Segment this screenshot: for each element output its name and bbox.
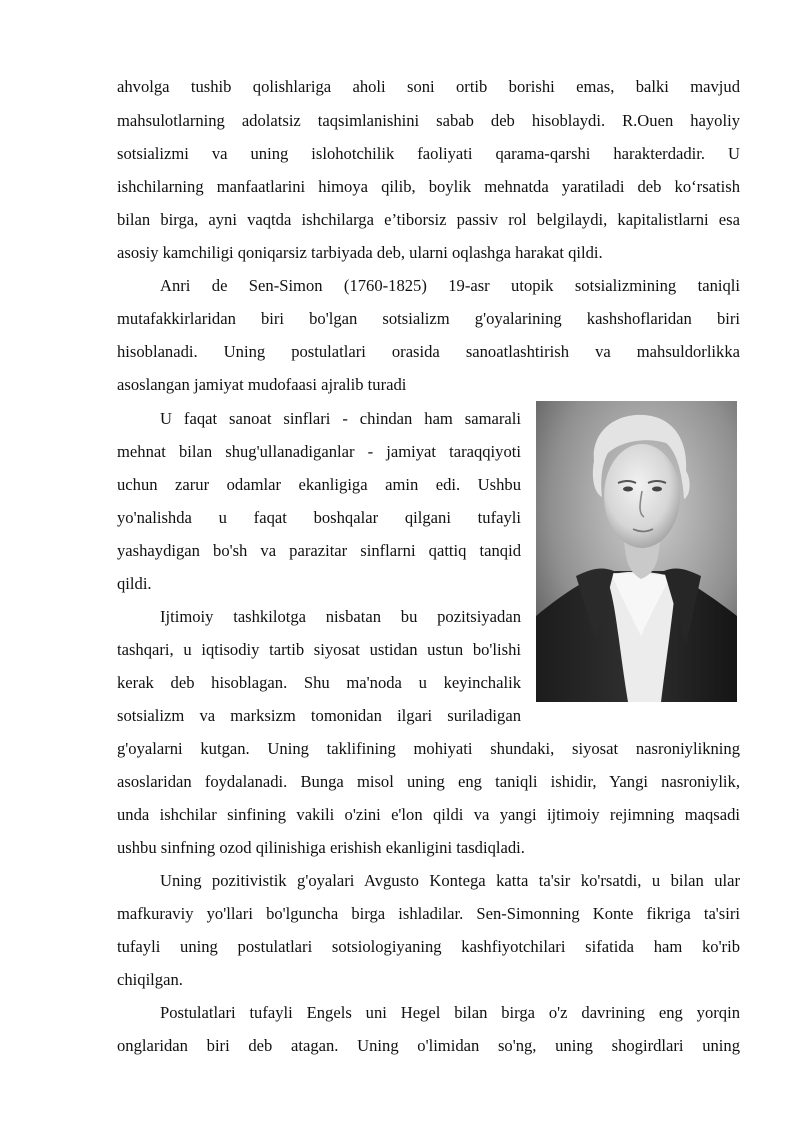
text-line: tufayli uning postulatlari sotsiologiyaning kashfiyotchilari sifatida ham ko'rib [117, 937, 740, 956]
text-line: ishchilarning manfaatlarini himoya qilib, boylik mehnatda yaratiladi deb ko‘rsatish [117, 177, 740, 196]
text-line: hisoblanadi. Uning postulatlari orasida sanoatlashtirish va mahsuldorlikka [117, 342, 740, 361]
text-line: asosiy kamchiligi qoniqarsiz tarbiyada deb, ularni oqlashga harakat qildi. [117, 243, 603, 262]
text-line: g'oyalarni kutgan. Uning taklifining mohiyati shundaki, siyosat nasroniylikning [117, 739, 740, 758]
portrait-image [536, 401, 737, 702]
text-line: Uning pozitivistik g'oyalari Avgusto Kontega katta ta'sir ko'rsatdi, u bilan ular [160, 871, 740, 890]
text-line: mafkuraviy yo'llari bo'lguncha birga ishladilar. Sen-Simonning Konte fikriga ta'siri [117, 904, 740, 923]
text-line: Postulatlari tufayli Engels uni Hegel bilan birga o'z davrining eng yorqin [160, 1003, 740, 1022]
text-line: bilan birga, ayni vaqtda ishchilarga e’tiborsiz passiv rol belgilaydi, kapitalistlarni esa [117, 210, 740, 229]
text-line: sotsializm va marksizm tomonidan ilgari suriladigan [117, 706, 521, 725]
text-line: U faqat sanoat sinflari - chindan ham samarali [160, 409, 521, 428]
text-line: ahvolga tushib qolishlariga aholi soni ortib borishi emas, balki mavjud [117, 77, 740, 96]
text-line: mahsulotlarning adolatsiz taqsimlanishini sabab deb hisoblaydi. R.Ouen hayoliy [117, 111, 740, 130]
text-line: unda ishchilar sinfining vakili o'zini e'lon qildi va yangi ijtimoiy rejimning maqsadi [117, 805, 740, 824]
text-line: ushbu sinfning ozod qilinishiga erishish ekanligini tasdiqladi. [117, 838, 525, 857]
text-line: kerak deb hisoblagan. Shu ma'noda u keyinchalik [117, 673, 521, 692]
text-line: mehnat bilan shug'ullanadiganlar - jamiyat taraqqiyoti [117, 442, 521, 461]
text-line: onglaridan biri deb atagan. Uning o'limidan so'ng, uning shogirdlari uning [117, 1036, 740, 1055]
text-line: asoslangan jamiyat mudofaasi ajralib turadi [117, 375, 407, 394]
text-line: chiqilgan. [117, 970, 183, 989]
text-line: mutafakkirlaridan biri bo'lgan sotsializm g'oyalarining kashshoflaridan biri [117, 309, 740, 328]
text-line: uchun zarur odamlar ekanligiga amin edi. Ushbu [117, 475, 521, 494]
text-line: sotsializmi va uning islohotchilik faoliyati qarama-qarshi harakterdadir. U [117, 144, 740, 163]
text-line: Anri de Sen-Simon (1760-1825) 19-asr utopik sotsializmining taniqli [160, 276, 740, 295]
text-line: qildi. [117, 574, 152, 593]
text-line: yashaydigan bo'sh va parazitar sinflarni qattiq tanqid [117, 541, 521, 560]
text-line: yo'nalishda u faqat boshqalar qilgani tufayli [117, 508, 521, 527]
text-line: Ijtimoiy tashkilotga nisbatan bu pozitsiyadan [160, 607, 521, 626]
text-line: asoslaridan foydalanadi. Bunga misol uning eng taniqli ishidir, Yangi nasroniylik, [117, 772, 740, 791]
text-line: tashqari, u iqtisodiy tartib siyosat ustidan ustun bo'lishi [117, 640, 521, 659]
